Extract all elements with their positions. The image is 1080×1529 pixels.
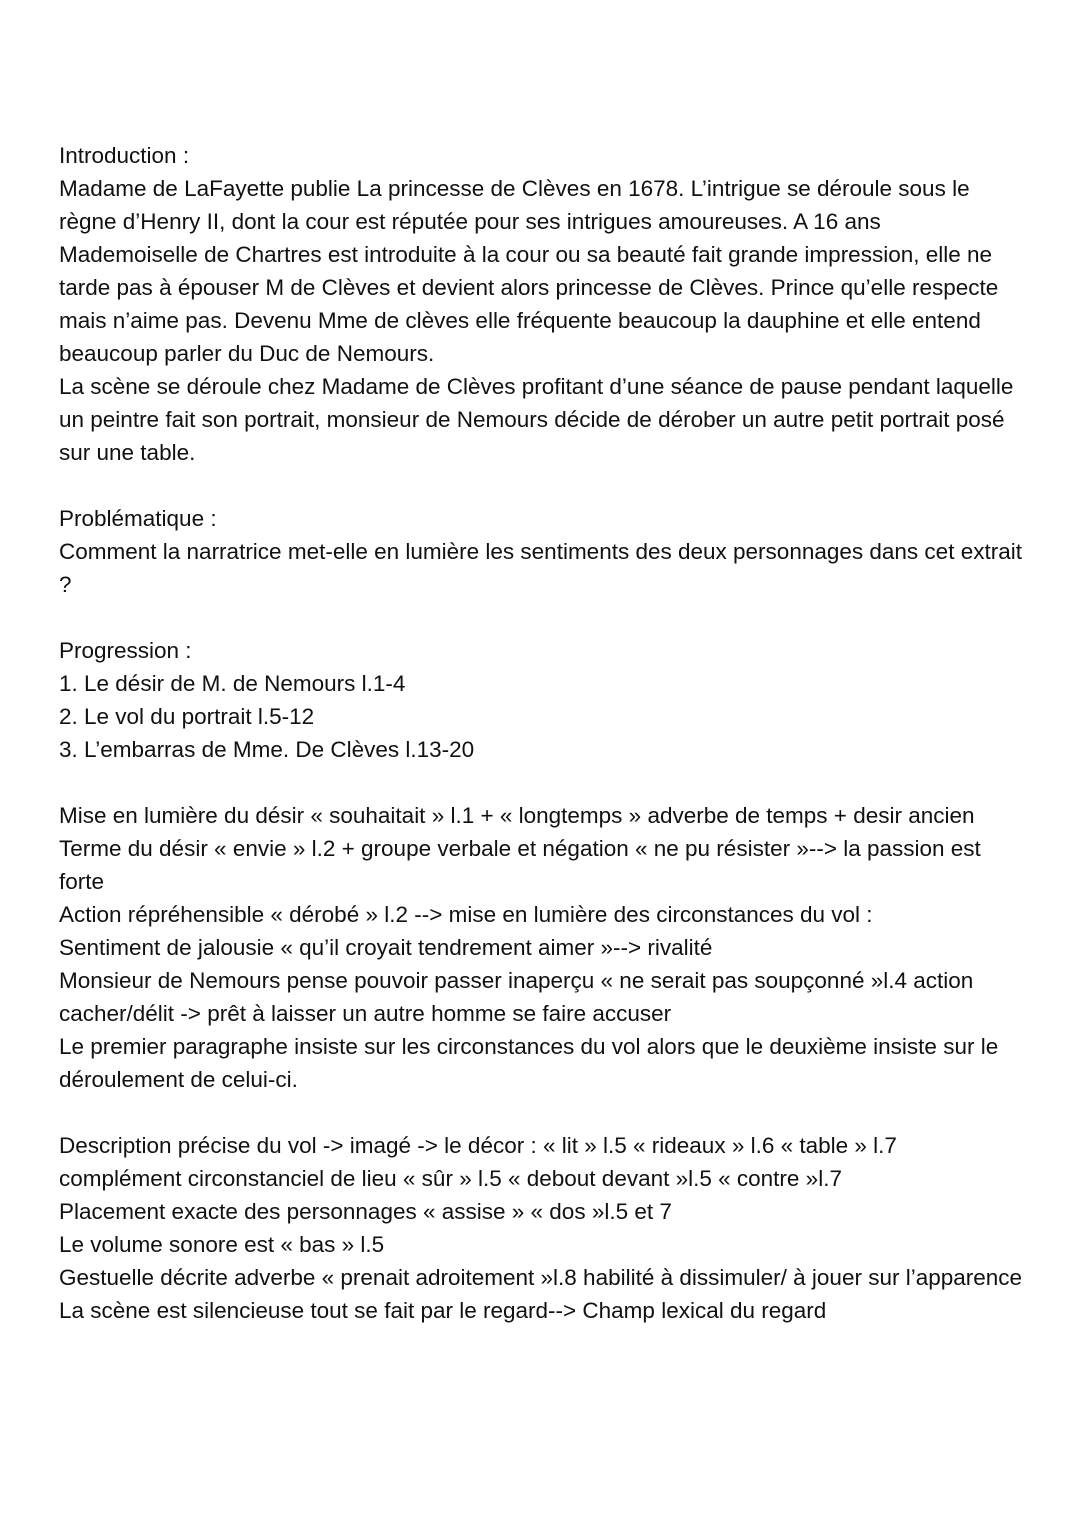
- progression-item: 2. Le vol du portrait l.5-12: [59, 704, 315, 729]
- analysis-line: La scène est silencieuse tout se fait par le regard--> Champ lexical du regard: [59, 1298, 827, 1323]
- analysis-line: complément circonstanciel de lieu « sûr » l.5 « debout devant »l.5 « contre »l.7: [59, 1166, 842, 1191]
- progression-item: 1. Le désir de M. de Nemours l.1-4: [59, 671, 406, 696]
- analysis-line: Description précise du vol -> imagé -> le décor : « lit » l.5 « rideaux » l.6 « table » l.7: [59, 1133, 897, 1158]
- analysis-line: Terme du désir « envie » l.2 + groupe verbale et négation « ne pu résister »--> la passion est forte: [59, 836, 981, 894]
- problematique-text: Comment la narratrice met-elle en lumière les sentiments des deux personnages dans cet extrait ?: [59, 539, 1022, 597]
- analysis-line: Le premier paragraphe insiste sur les circonstances du vol alors que le deuxième insiste sur le déroulement de celui-ci.: [59, 1034, 999, 1092]
- analysis-section-1: [59, 799, 1024, 1096]
- spacer: [59, 601, 1024, 634]
- analysis-line: Le volume sonore est « bas » l.5: [59, 1232, 385, 1257]
- spacer: [59, 1096, 1024, 1129]
- introduction-heading: Introduction :: [59, 143, 190, 168]
- introduction-paragraph-2: La scène se déroule chez Madame de Clèves profitant d’une séance de pause pendant laquelle un peintre fait son portrait, monsieur de Nemours décide de dérober un autre petit portrait posé sur une table.: [59, 374, 1014, 465]
- analysis-line: Sentiment de jalousie « qu’il croyait tendrement aimer »--> rivalité: [59, 935, 713, 960]
- analysis-section-2: [59, 1129, 1024, 1327]
- spacer: [59, 469, 1024, 502]
- problematique-heading: Problématique :: [59, 506, 217, 531]
- progression-section: [59, 634, 1024, 766]
- introduction-section: [59, 139, 1024, 469]
- analysis-line: Action répréhensible « dérobé » l.2 --> mise en lumière des circonstances du vol :: [59, 902, 873, 927]
- analysis-line: Monsieur de Nemours pense pouvoir passer inaperçu « ne serait pas soupçonné »l.4 action cacher/délit -> prêt à laisser un autre homme se faire accuser: [59, 968, 974, 1026]
- analysis-line: Gestuelle décrite adverbe « prenait adroitement »l.8 habilité à dissimuler/ à jouer sur l’apparence: [59, 1265, 1023, 1290]
- progression-heading: Progression :: [59, 638, 192, 663]
- analysis-line: Mise en lumière du désir « souhaitait » l.1 + « longtemps » adverbe de temps + desir ancien: [59, 803, 975, 828]
- introduction-paragraph-1: Madame de LaFayette publie La princesse de Clèves en 1678. L’intrigue se déroule sous le règne d’Henry II, dont la cour est réputée pour ses intrigues amoureuses. A 16 ans Mademoiselle de Chartres est introduite à la cour ou sa beauté fait grande impression, elle ne tarde pas à épouser M de Clèves et devient alors princesse de Clèves. Prince qu’elle respecte mais n’aime pas. Devenu Mme de clèves elle fréquente beaucoup la dauphine et elle entend beaucoup parler du Duc de Nemours.: [59, 176, 999, 366]
- document-page: [59, 139, 1024, 1327]
- problematique-section: [59, 502, 1024, 601]
- progression-item: 3. L’embarras de Mme. De Clèves l.13-20: [59, 737, 475, 762]
- analysis-line: Placement exacte des personnages « assise » « dos »l.5 et 7: [59, 1199, 672, 1224]
- spacer: [59, 766, 1024, 799]
